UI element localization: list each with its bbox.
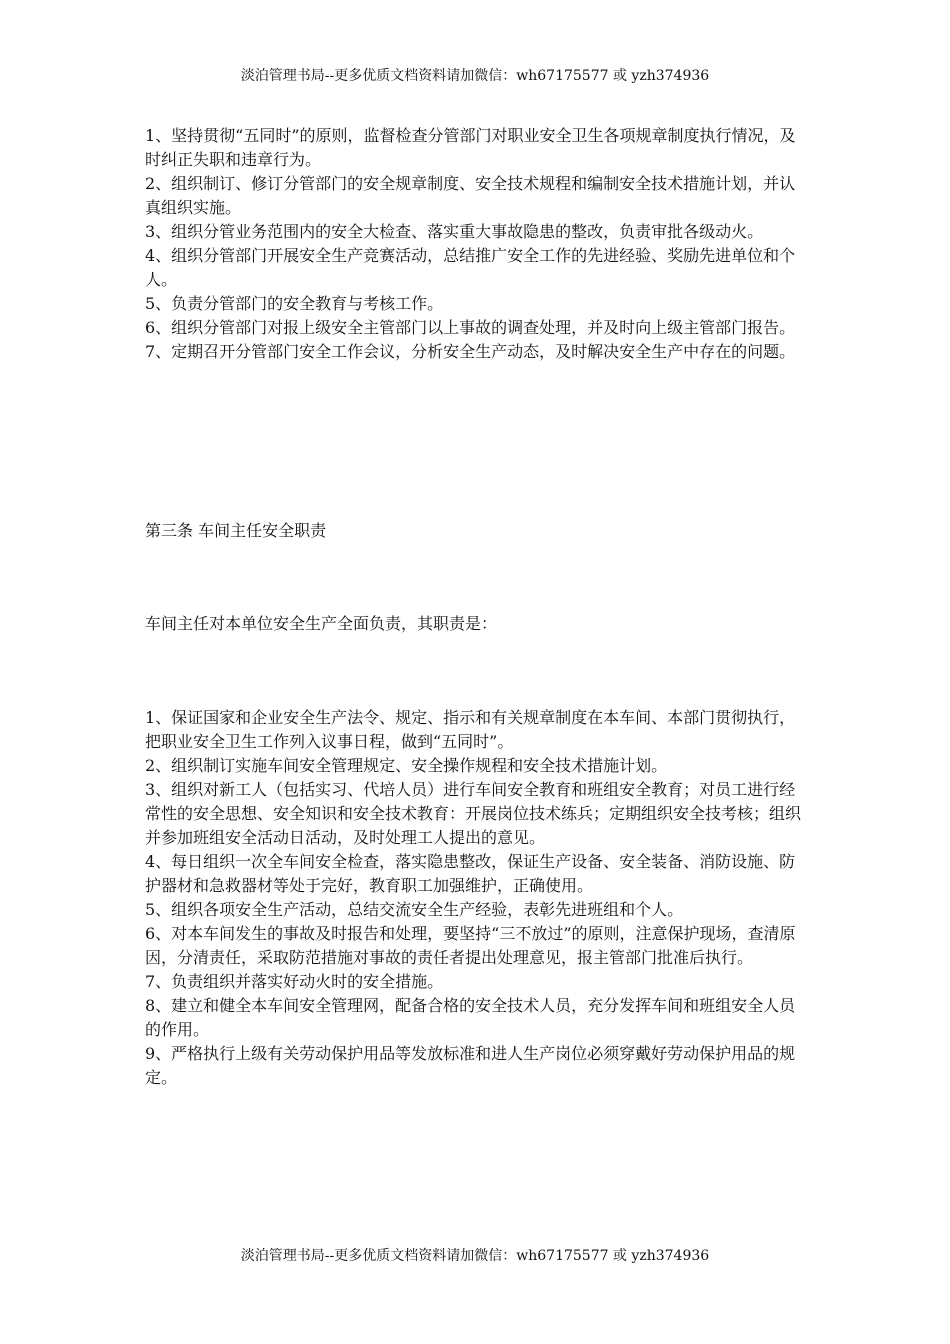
section-intro: 车间主任对本单位安全生产全面负责，其职责是： xyxy=(145,614,498,633)
list-item: 7、负责组织并落实好动火时的安全措施。 xyxy=(145,972,444,991)
list-item: 5、负责分管部门的安全教育与考核工作。 xyxy=(145,294,444,313)
section-1-list xyxy=(145,124,807,364)
list-item: 9、严格执行上级有关劳动保护用品等发放标准和进人生产岗位必须穿戴好劳动保护用品的规定。 xyxy=(145,1044,796,1087)
list-item: 8、建立和健全本车间安全管理网，配备合格的安全技术人员，充分发挥车间和班组安全人员的作用。 xyxy=(145,996,796,1039)
list-item: 5、组织各项安全生产活动，总结交流安全生产经验，表彰先进班组和个人。 xyxy=(145,900,684,919)
list-item: 6、对本车间发生的事故及时报告和处理，要坚持“三不放过”的原则，注意保护现场，查清原因，分清责任，采取防范措施对事故的责任者提出处理意见，报主管部门批准后执行。 xyxy=(145,924,796,967)
list-item: 1、保证国家和企业安全生产法令、规定、指示和有关规章制度在本车间、本部门贯彻执行，把职业安全卫生工作列入议事日程，做到“五同时”。 xyxy=(145,708,796,751)
section-2-list xyxy=(145,706,807,1090)
list-item: 3、组织分管业务范围内的安全大检查、落实重大事故隐患的整改，负责审批各级动火。 xyxy=(145,222,764,241)
list-item: 2、组织制订实施车间安全管理规定、安全操作规程和安全技术措施计划。 xyxy=(145,756,668,775)
list-item: 6、组织分管部门对报上级安全主管部门以上事故的调查处理，并及时向上级主管部门报告。 xyxy=(145,318,796,337)
list-item: 7、定期召开分管部门安全工作会议，分析安全生产动态，及时解决安全生产中存在的问题。 xyxy=(145,342,796,361)
section-heading: 第三条 车间主任安全职责 xyxy=(145,521,327,540)
list-item: 1、坚持贯彻“五同时”的原则，监督检查分管部门对职业安全卫生各项规章制度执行情况，及时纠正失职和违章行为。 xyxy=(145,126,796,169)
page-header: 淡泊管理书局--更多优质文档资料请加微信：wh67175577 或 yzh374936 xyxy=(240,68,710,84)
list-item: 3、组织对新工人（包括实习、代培人员）进行车间安全教育和班组安全教育；对员工进行经常性的安全思想、安全知识和安全技术教育：开展岗位技术练兵；定期组织安全技考核；组织并参加班组安全活动日活动，及时处理工人提出的意见。 xyxy=(145,780,802,847)
page-footer: 淡泊管理书局--更多优质文档资料请加微信：wh67175577 或 yzh374936 xyxy=(240,1248,710,1264)
list-item: 4、组织分管部门开展安全生产竞赛活动，总结推广安全工作的先进经验、奖励先进单位和个人。 xyxy=(145,246,796,289)
list-item: 4、每日组织一次全车间安全检查，落实隐患整改，保证生产设备、安全装备、消防设施、防护器材和急救器材等处于完好，教育职工加强维护，正确使用。 xyxy=(145,852,796,895)
list-item: 2、组织制订、修订分管部门的安全规章制度、安全技术规程和编制安全技术措施计划，并认真组织实施。 xyxy=(145,174,796,217)
